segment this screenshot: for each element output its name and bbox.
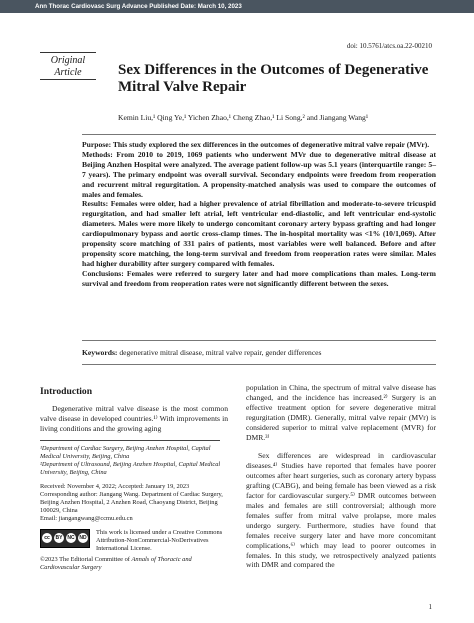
left-column bbox=[40, 386, 228, 572]
author-list: Kemin Liu,¹ Qing Ye,¹ Yichen Zhao,¹ Cheng Zhao,¹ Li Song,² and Jiangang Wang¹ bbox=[118, 113, 369, 122]
abstract-bottom-rule bbox=[82, 340, 436, 341]
by-icon: BY bbox=[55, 535, 63, 542]
copyright-prefix: ©2023 The Editorial Committee of bbox=[40, 555, 132, 563]
correspondence-block bbox=[40, 483, 228, 523]
right-column bbox=[246, 383, 436, 570]
journal-header-bar: Ann Thorac Cardiovasc Surg Advance Published Date: March 10, 2023 bbox=[0, 0, 474, 13]
abstract-top-rule bbox=[82, 134, 436, 135]
creative-commons-icon[interactable] bbox=[40, 529, 90, 548]
introduction-paragraph-left: Degenerative mitral valve disease is the most common valve disease in developed countries.¹⁾ With improvements in living conditions and the growing aging bbox=[40, 404, 228, 433]
introduction-paragraph-right-1: population in China, the spectrum of mitral valve disease has changed, and the incidence has increased.²⁾ Surgery is an effective treatment option for severe degenerative mitral regurgitation (DMR). Generally, mitral valve repair (MVr) is considered superior to mitral valve replacement (MVR) for DMR.³⁾ bbox=[246, 383, 436, 442]
abstract-methods: Methods: From 2010 to 2019, 1069 patients who underwent MVr due to degenerative mitral disease at Beijing Anzhen Hospital were analyzed. The average patient follow-up was 5.1 years (interquartile range: 5–7 years). The primary endpoint was overall survival. Secondary endpoints were freedom from reoperation and recurrent mitral regurgitation. A propensity-matched analysis was used to compare the outcomes of males and females. bbox=[82, 149, 436, 199]
page-number: 1 bbox=[428, 603, 432, 611]
article-type-line1: Original bbox=[50, 55, 86, 66]
abstract-results: Results: Females were older, had a higher prevalence of atrial fibrillation and moderate-to-severe tricuspid regurgitation, and had smaller left atrial, left ventricular end-diastolic, and left ventricular end-systolic diameters. Males were more likely to undergo concomitant coronary artery bypass grafting and had longer cardiopulmonary bypass and aortic cross-clamp times. The in-hospital mortality was <1% (10/1,069). After propensity score matching of 331 pairs of patients, most variables were well balanced. Before and after propensity score matching, the long-term survival and freedom from reoperation rates were similar. Males had higher durability after surgery compared with females. bbox=[82, 199, 436, 268]
article-type-badge bbox=[40, 52, 96, 80]
corresponding-author: Corresponding author: Jiangang Wang. Department of Cardiac Surgery, Beijing Anzhen Hospital, 2 Anzhen Road, Chaoyang District, Beijing 100029, China bbox=[40, 490, 223, 514]
affiliation-2: ²Department of Ultrasound, Beijing Anzhen Hospital, Capital Medical University, Beijing, China bbox=[40, 460, 221, 476]
cc-icon: cc bbox=[42, 533, 52, 543]
affiliation-1: ¹Department of Cardiac Surgery, Beijing Anzhen Hospital, Capital Medical University, Beijing, China bbox=[40, 444, 211, 460]
introduction-paragraph-right-2: Sex differences are widespread in cardiovascular diseases.⁴⁾ Studies have reported that females have poorer outcomes after heart surgeries, such as coronary artery bypass grafting (CABG), and being female has been viewed as a risk factor for cardiovascular surgery.⁵⁾ DMR outcomes between males and females are still controversial; although more females suffer from mitral valve prolapse, more males undergo surgery. Furthermore, studies have found that females receive surgery later and have more concomitant complications,⁶⁾ which may lead to poorer outcomes in females. In this study, we retrospectively analyzed patients with DMR and compared the bbox=[246, 451, 436, 570]
received-dates: Received: November 4, 2022; Accepted: January 19, 2023 bbox=[40, 482, 190, 490]
keywords-label: Keywords: bbox=[82, 348, 118, 357]
nd-icon: ND bbox=[79, 535, 87, 542]
license-text: This work is licensed under a Creative Commons Attribution-NonCommercial-NoDerivatives International License. bbox=[96, 528, 223, 552]
keywords-bottom-rule bbox=[82, 364, 436, 365]
footnote-rule bbox=[40, 440, 220, 441]
nc-icon: NC bbox=[67, 535, 75, 542]
abstract bbox=[82, 140, 436, 289]
copyright-line bbox=[40, 556, 228, 572]
author-email[interactable]: Email: jiangangwang@ccmu.edu.cn bbox=[40, 514, 133, 522]
doi-link[interactable]: doi: 10.5761/atcs.oa.22-00210 bbox=[346, 42, 432, 50]
abstract-purpose: Purpose: This study explored the sex differences in the outcomes of degenerative mitral valve repair (MVr). bbox=[82, 140, 430, 149]
keywords bbox=[82, 348, 436, 357]
article-title: Sex Differences in the Outcomes of Degenerative Mitral Valve Repair bbox=[118, 62, 429, 95]
license-row bbox=[40, 529, 228, 553]
copyright-journal: Annals of Thoracic and Cardiovascular Surgery bbox=[40, 555, 192, 571]
abstract-conclusions: Conclusions: Females were referred to surgery later and had more complications than males. Long-term survival and freedom from reoperation rates were not significantly different between the sexes. bbox=[82, 268, 436, 288]
keywords-text: degenerative mitral disease, mitral valve repair, gender differences bbox=[119, 348, 322, 357]
introduction-heading: Introduction bbox=[40, 386, 93, 397]
article-type-line2: Article bbox=[54, 67, 82, 78]
